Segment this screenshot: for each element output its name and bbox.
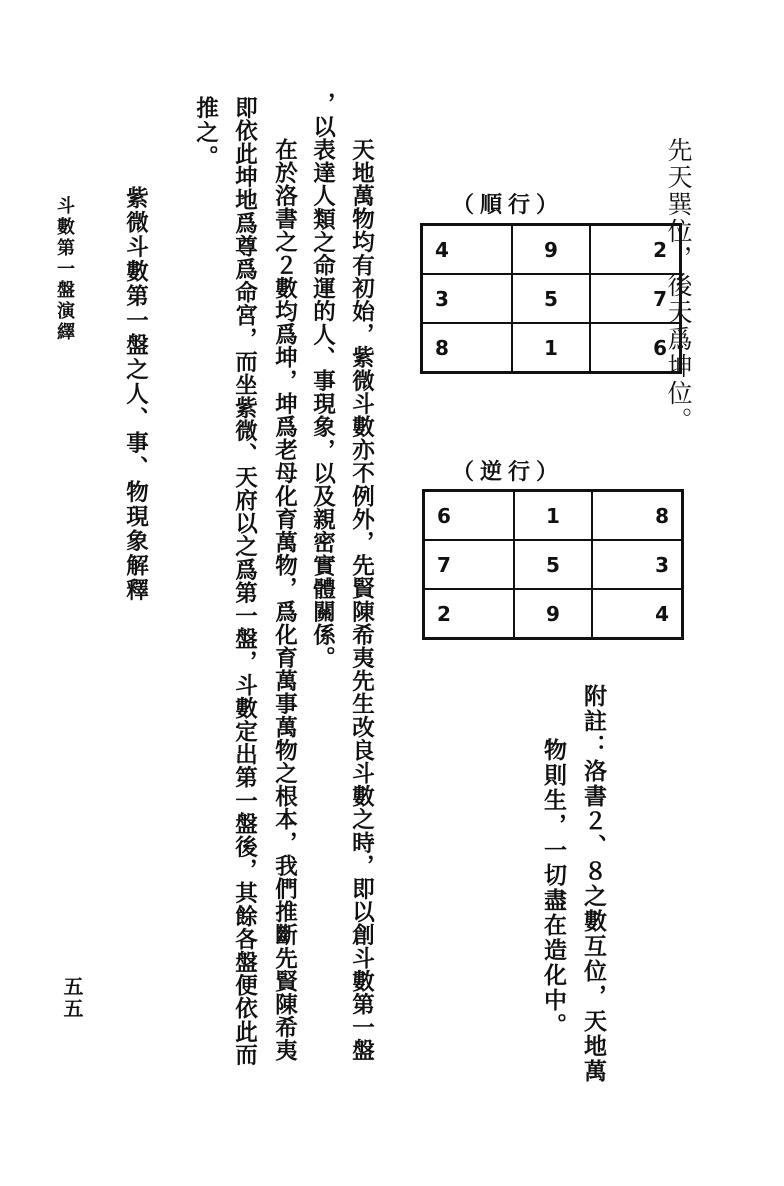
grid-cell: 2 (424, 589, 515, 639)
grid-cell: 1 (514, 491, 592, 541)
ni-grid-title: （逆行） (452, 459, 565, 485)
grid-row (424, 589, 683, 639)
grid-cell: 6 (424, 491, 515, 541)
grid-cell: 3 (422, 274, 513, 323)
grid-cell: 7 (424, 540, 515, 589)
grid-cell: 2 (590, 225, 681, 275)
grid-row (422, 274, 681, 323)
shun-grid-title: （順行） (452, 192, 565, 218)
note-line-2: 物則生，一切盡在造化中。 (540, 738, 567, 1038)
body-column: 天地萬物均有初始，紫微斗數亦不例外，先賢陳希夷先生改良斗數之時，即以創斗數第一盤 (348, 138, 375, 1062)
grid-cell: 7 (590, 274, 681, 323)
running-head: 斗數第一盤演繹 (54, 196, 75, 343)
grid-cell: 4 (422, 225, 513, 275)
grid-cell: 9 (514, 589, 592, 639)
note-line-1: 附註：洛書２、８之數互位，天地萬 (580, 684, 607, 1084)
body-column: 即依此坤地爲尊爲命宮，而坐紫微、天府以之爲第一盤，斗數定出第一盤後，其餘各盤便依此而 (231, 96, 258, 1067)
grid-row (424, 491, 683, 541)
grid-row (424, 540, 683, 589)
grid-cell: 8 (592, 491, 683, 541)
grid-row (422, 225, 681, 275)
body-column: 推之。 (192, 96, 219, 170)
grid-cell: 5 (514, 540, 592, 589)
grid-cell: 8 (422, 323, 513, 373)
page-number: 五五 (60, 976, 84, 1020)
grid-cell: 9 (512, 225, 590, 275)
grid-cell: 5 (512, 274, 590, 323)
body-column: ，以表達人類之命運的人、事現象，以及親密實體關係。 (309, 92, 336, 670)
right-heading: 先天巽位，後天爲坤位。 (664, 137, 693, 434)
shun-grid (420, 223, 682, 374)
section-title: 紫微斗數第一盤之人、事、物現象解釋 (122, 186, 149, 603)
grid-cell: 1 (512, 323, 590, 373)
grid-cell: 4 (592, 589, 683, 639)
grid-cell: 3 (592, 540, 683, 589)
ni-grid (422, 489, 684, 640)
grid-cell: 6 (590, 323, 681, 373)
grid-row (422, 323, 681, 373)
body-column: 在於洛書之２數均爲坤，坤爲老母化育萬物，爲化育萬事萬物之根本，我們推斷先賢陳希夷 (271, 138, 298, 1062)
